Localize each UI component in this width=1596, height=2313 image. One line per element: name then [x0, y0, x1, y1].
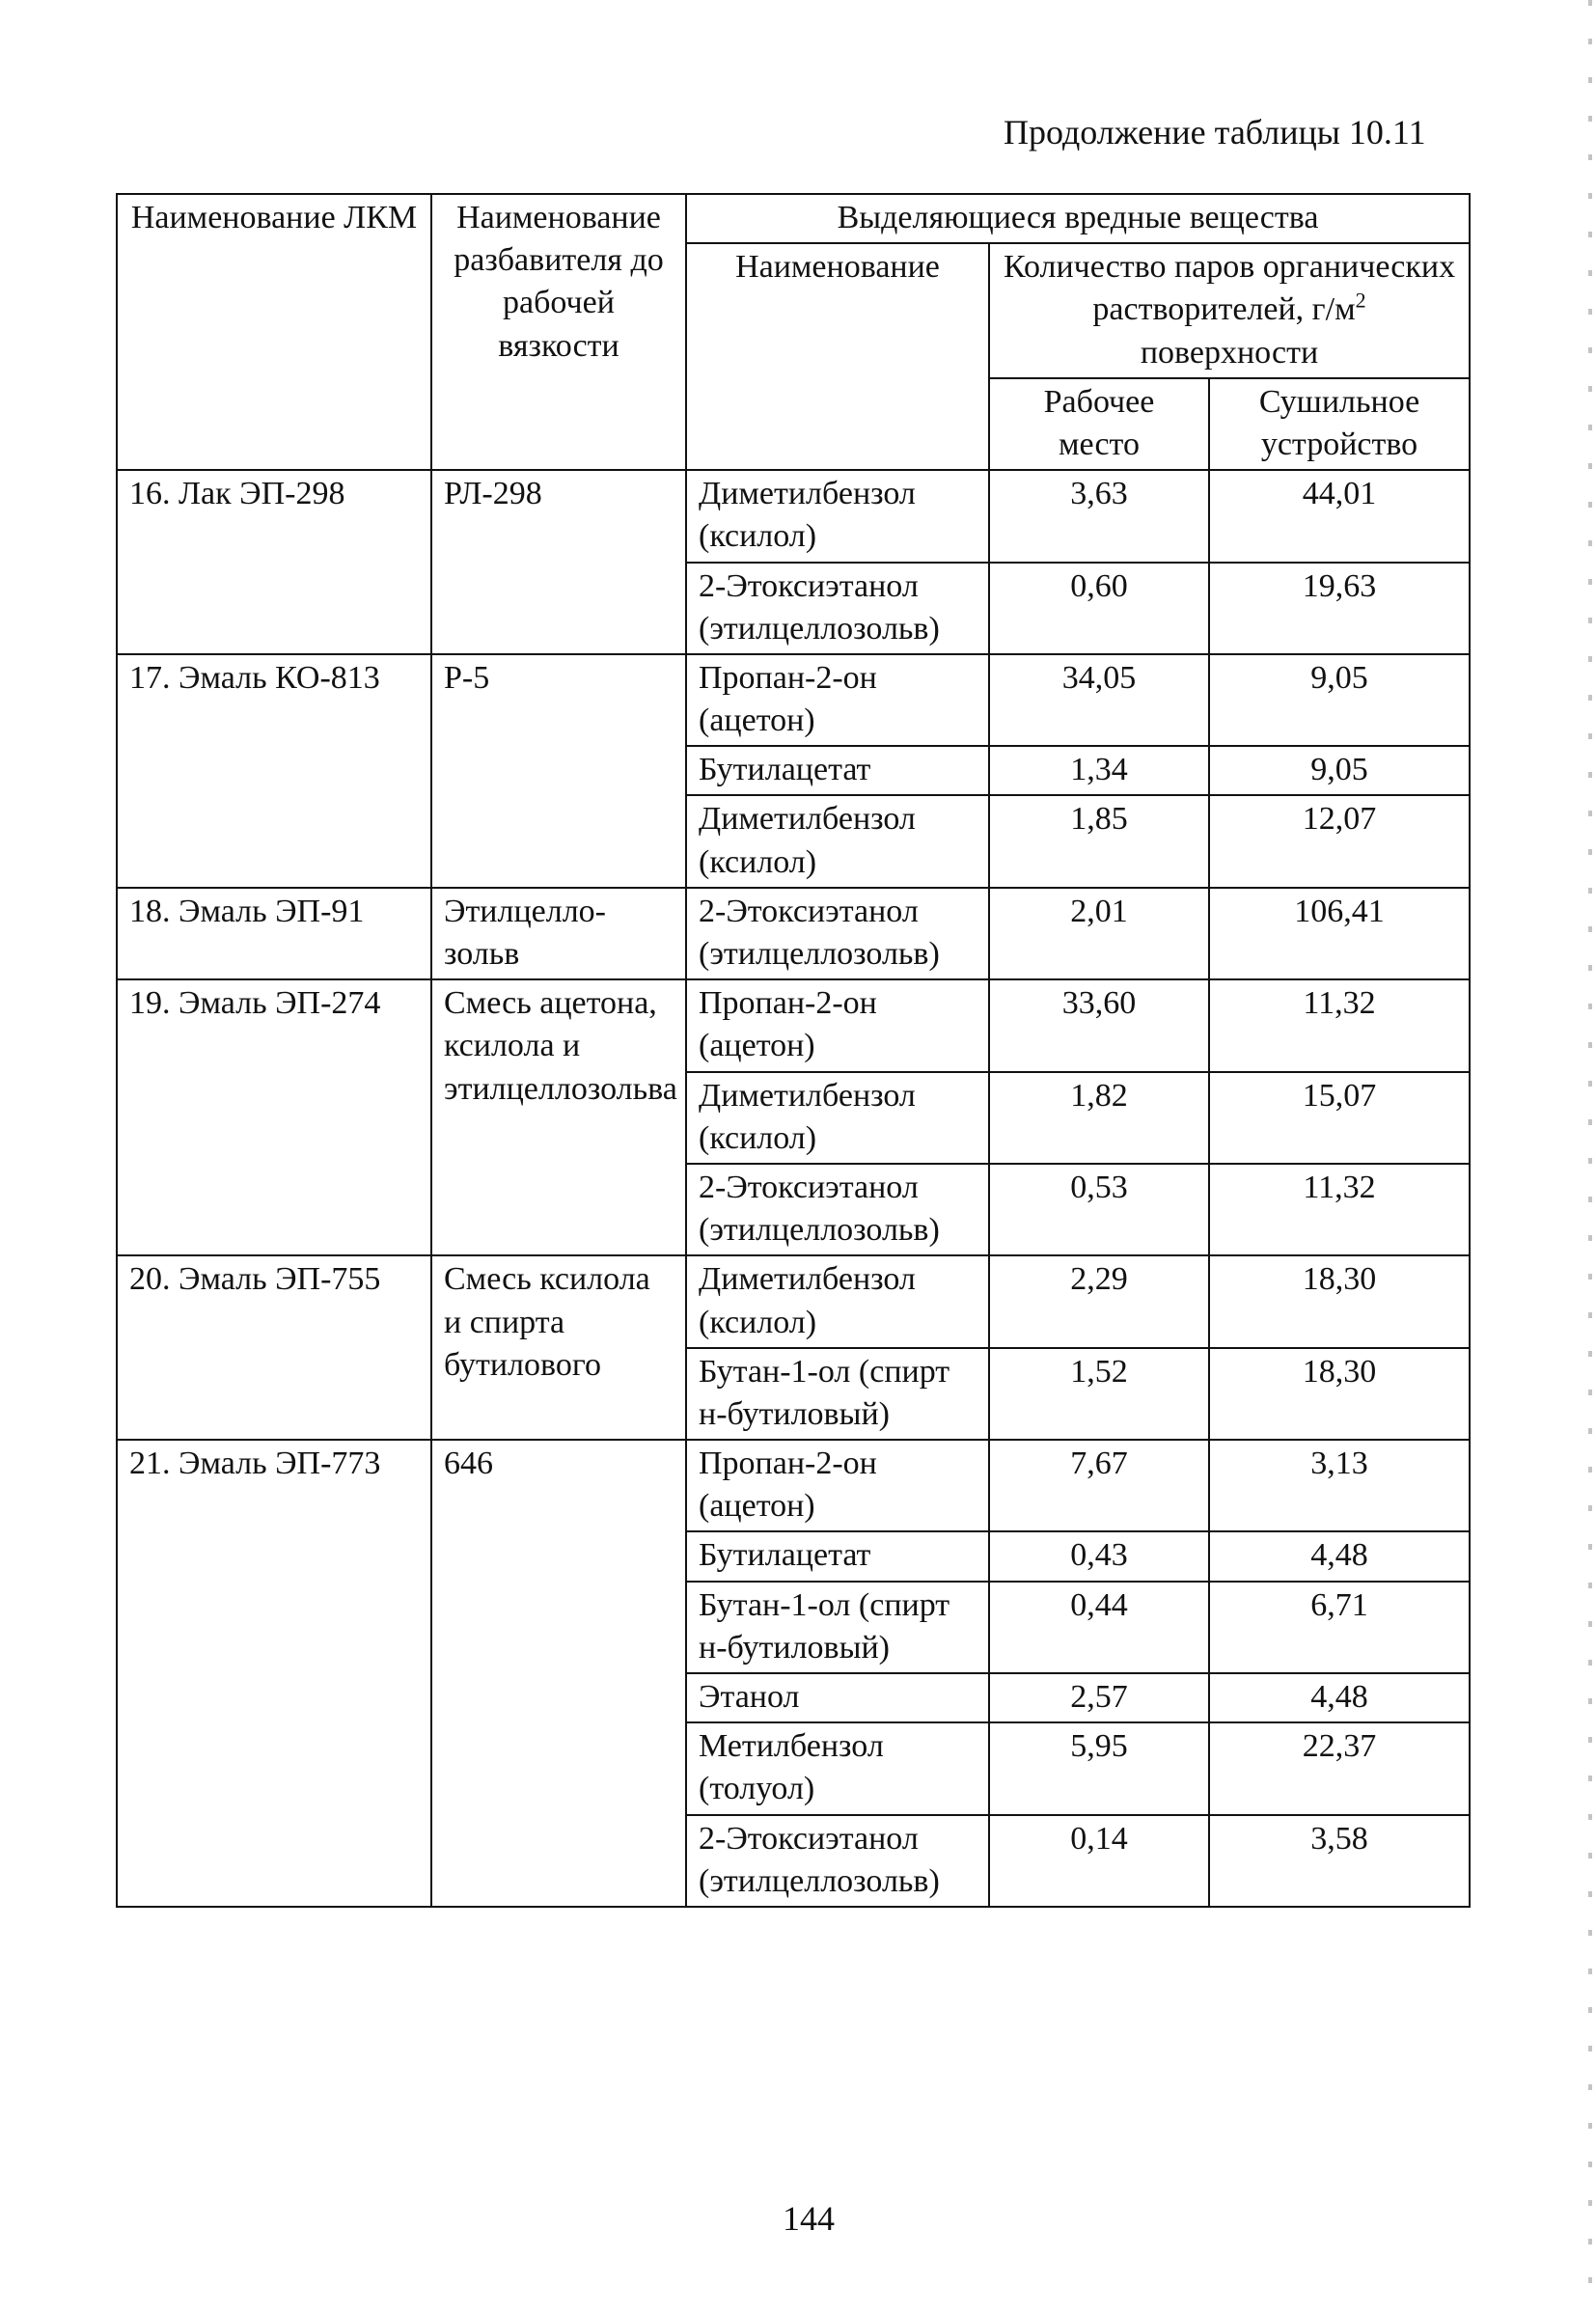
dryer-value-cell: 44,01: [1209, 470, 1470, 562]
table-row: [117, 888, 1470, 979]
header-workplace: Рабочее место: [989, 378, 1209, 470]
workplace-value-cell: 7,67: [989, 1440, 1209, 1531]
workplace-value-cell: 34,05: [989, 654, 1209, 746]
substance-name-cell: 2-Этоксиэтанол (этилцеллозольв): [686, 1164, 989, 1255]
thinner-cell: Смесь ксилола и спирта бутилового: [431, 1255, 686, 1440]
dryer-value-cell: 3,13: [1209, 1440, 1470, 1531]
workplace-value-cell: 1,85: [989, 795, 1209, 887]
workplace-value-cell: 3,63: [989, 470, 1209, 562]
substance-name-cell: Пропан-2-он (ацетон): [686, 1440, 989, 1531]
workplace-value-cell: 33,60: [989, 979, 1209, 1071]
lkm-cell: 18. Эмаль ЭП-91: [117, 888, 431, 979]
lkm-cell: 20. Эмаль ЭП-755: [117, 1255, 431, 1440]
page-number: 144: [783, 2199, 835, 2238]
substance-name-cell: Пропан-2-он (ацетон): [686, 979, 989, 1071]
substance-name-cell: Бутан-1-ол (спирт н-бутиловый): [686, 1582, 989, 1673]
table-row: [117, 1255, 1470, 1347]
dryer-value-cell: 4,48: [1209, 1673, 1470, 1722]
substance-name-cell: Метилбензол (толуол): [686, 1722, 989, 1814]
dryer-value-cell: 11,32: [1209, 1164, 1470, 1255]
thinner-cell: 646: [431, 1440, 686, 1907]
substances-table: [116, 193, 1471, 1908]
dryer-value-cell: 6,71: [1209, 1582, 1470, 1673]
table-row: [117, 1440, 1470, 1531]
workplace-value-cell: 2,57: [989, 1673, 1209, 1722]
table-continuation-caption: Продолжение таблицы 10.11: [1004, 113, 1426, 151]
dryer-value-cell: 4,48: [1209, 1531, 1470, 1581]
thinner-cell: РЛ-298: [431, 470, 686, 654]
table-row: [117, 654, 1470, 746]
substance-name-cell: Бутилацетат: [686, 1531, 989, 1581]
header-vapor-amount: [989, 243, 1470, 378]
header-lkm: Наименование ЛКМ: [117, 194, 431, 470]
workplace-value-cell: 1,82: [989, 1072, 1209, 1164]
substance-name-cell: Диметилбензол (ксилол): [686, 1072, 989, 1164]
dryer-value-cell: 9,05: [1209, 746, 1470, 795]
dryer-value-cell: 106,41: [1209, 888, 1470, 979]
workplace-value-cell: 2,01: [989, 888, 1209, 979]
workplace-value-cell: 0,14: [989, 1815, 1209, 1907]
substance-name-cell: Диметилбензол (ксилол): [686, 1255, 989, 1347]
substance-name-cell: 2-Этоксиэтанол (этилцеллозольв): [686, 1815, 989, 1907]
lkm-cell: 21. Эмаль ЭП-773: [117, 1440, 431, 1907]
dryer-value-cell: 3,58: [1209, 1815, 1470, 1907]
dryer-value-cell: 18,30: [1209, 1348, 1470, 1440]
table-row: [117, 979, 1470, 1071]
thinner-cell: Этилцелло-зольв: [431, 888, 686, 979]
workplace-value-cell: 1,34: [989, 746, 1209, 795]
thinner-cell: Смесь ацетона, ксилола и этилцеллозольва: [431, 979, 686, 1255]
workplace-value-cell: 0,44: [989, 1582, 1209, 1673]
substance-name-cell: Пропан-2-он (ацетон): [686, 654, 989, 746]
workplace-value-cell: 2,29: [989, 1255, 1209, 1347]
substance-name-cell: Бутан-1-ол (спирт н-бутиловый): [686, 1348, 989, 1440]
dryer-value-cell: 15,07: [1209, 1072, 1470, 1164]
header-harmful-substances: Выделяющиеся вредные вещества: [686, 194, 1470, 243]
workplace-value-cell: 1,52: [989, 1348, 1209, 1440]
header-vapor-amount-tail: поверхности: [1140, 334, 1319, 371]
substance-name-cell: Диметилбензол (ксилол): [686, 795, 989, 887]
header-substance-name: Наименование: [686, 243, 989, 470]
dryer-value-cell: 11,32: [1209, 979, 1470, 1071]
workplace-value-cell: 0,43: [989, 1531, 1209, 1581]
substance-name-cell: Диметилбензол (ксилол): [686, 470, 989, 562]
header-vapor-amount-text: Количество паров органических растворителей, г/м: [1003, 249, 1456, 328]
workplace-value-cell: 0,53: [989, 1164, 1209, 1255]
dryer-value-cell: 18,30: [1209, 1255, 1470, 1347]
substance-name-cell: 2-Этоксиэтанол (этилцеллозольв): [686, 888, 989, 979]
workplace-value-cell: 5,95: [989, 1722, 1209, 1814]
dryer-value-cell: 22,37: [1209, 1722, 1470, 1814]
scan-edge: [1588, 0, 1592, 2313]
header-thinner: Наименование разбавителя до рабочей вязкости: [431, 194, 686, 470]
workplace-value-cell: 0,60: [989, 563, 1209, 654]
header-dryer: Сушильное устройство: [1209, 378, 1470, 470]
substance-name-cell: Бутилацетат: [686, 746, 989, 795]
thinner-cell: Р-5: [431, 654, 686, 888]
table-row: [117, 470, 1470, 562]
lkm-cell: 17. Эмаль КО-813: [117, 654, 431, 888]
dryer-value-cell: 12,07: [1209, 795, 1470, 887]
lkm-cell: 16. Лак ЭП-298: [117, 470, 431, 654]
substance-name-cell: Этанол: [686, 1673, 989, 1722]
dryer-value-cell: 19,63: [1209, 563, 1470, 654]
dryer-value-cell: 9,05: [1209, 654, 1470, 746]
lkm-cell: 19. Эмаль ЭП-274: [117, 979, 431, 1255]
substance-name-cell: 2-Этоксиэтанол (этилцеллозольв): [686, 563, 989, 654]
header-vapor-amount-sup: 2: [1355, 289, 1366, 314]
